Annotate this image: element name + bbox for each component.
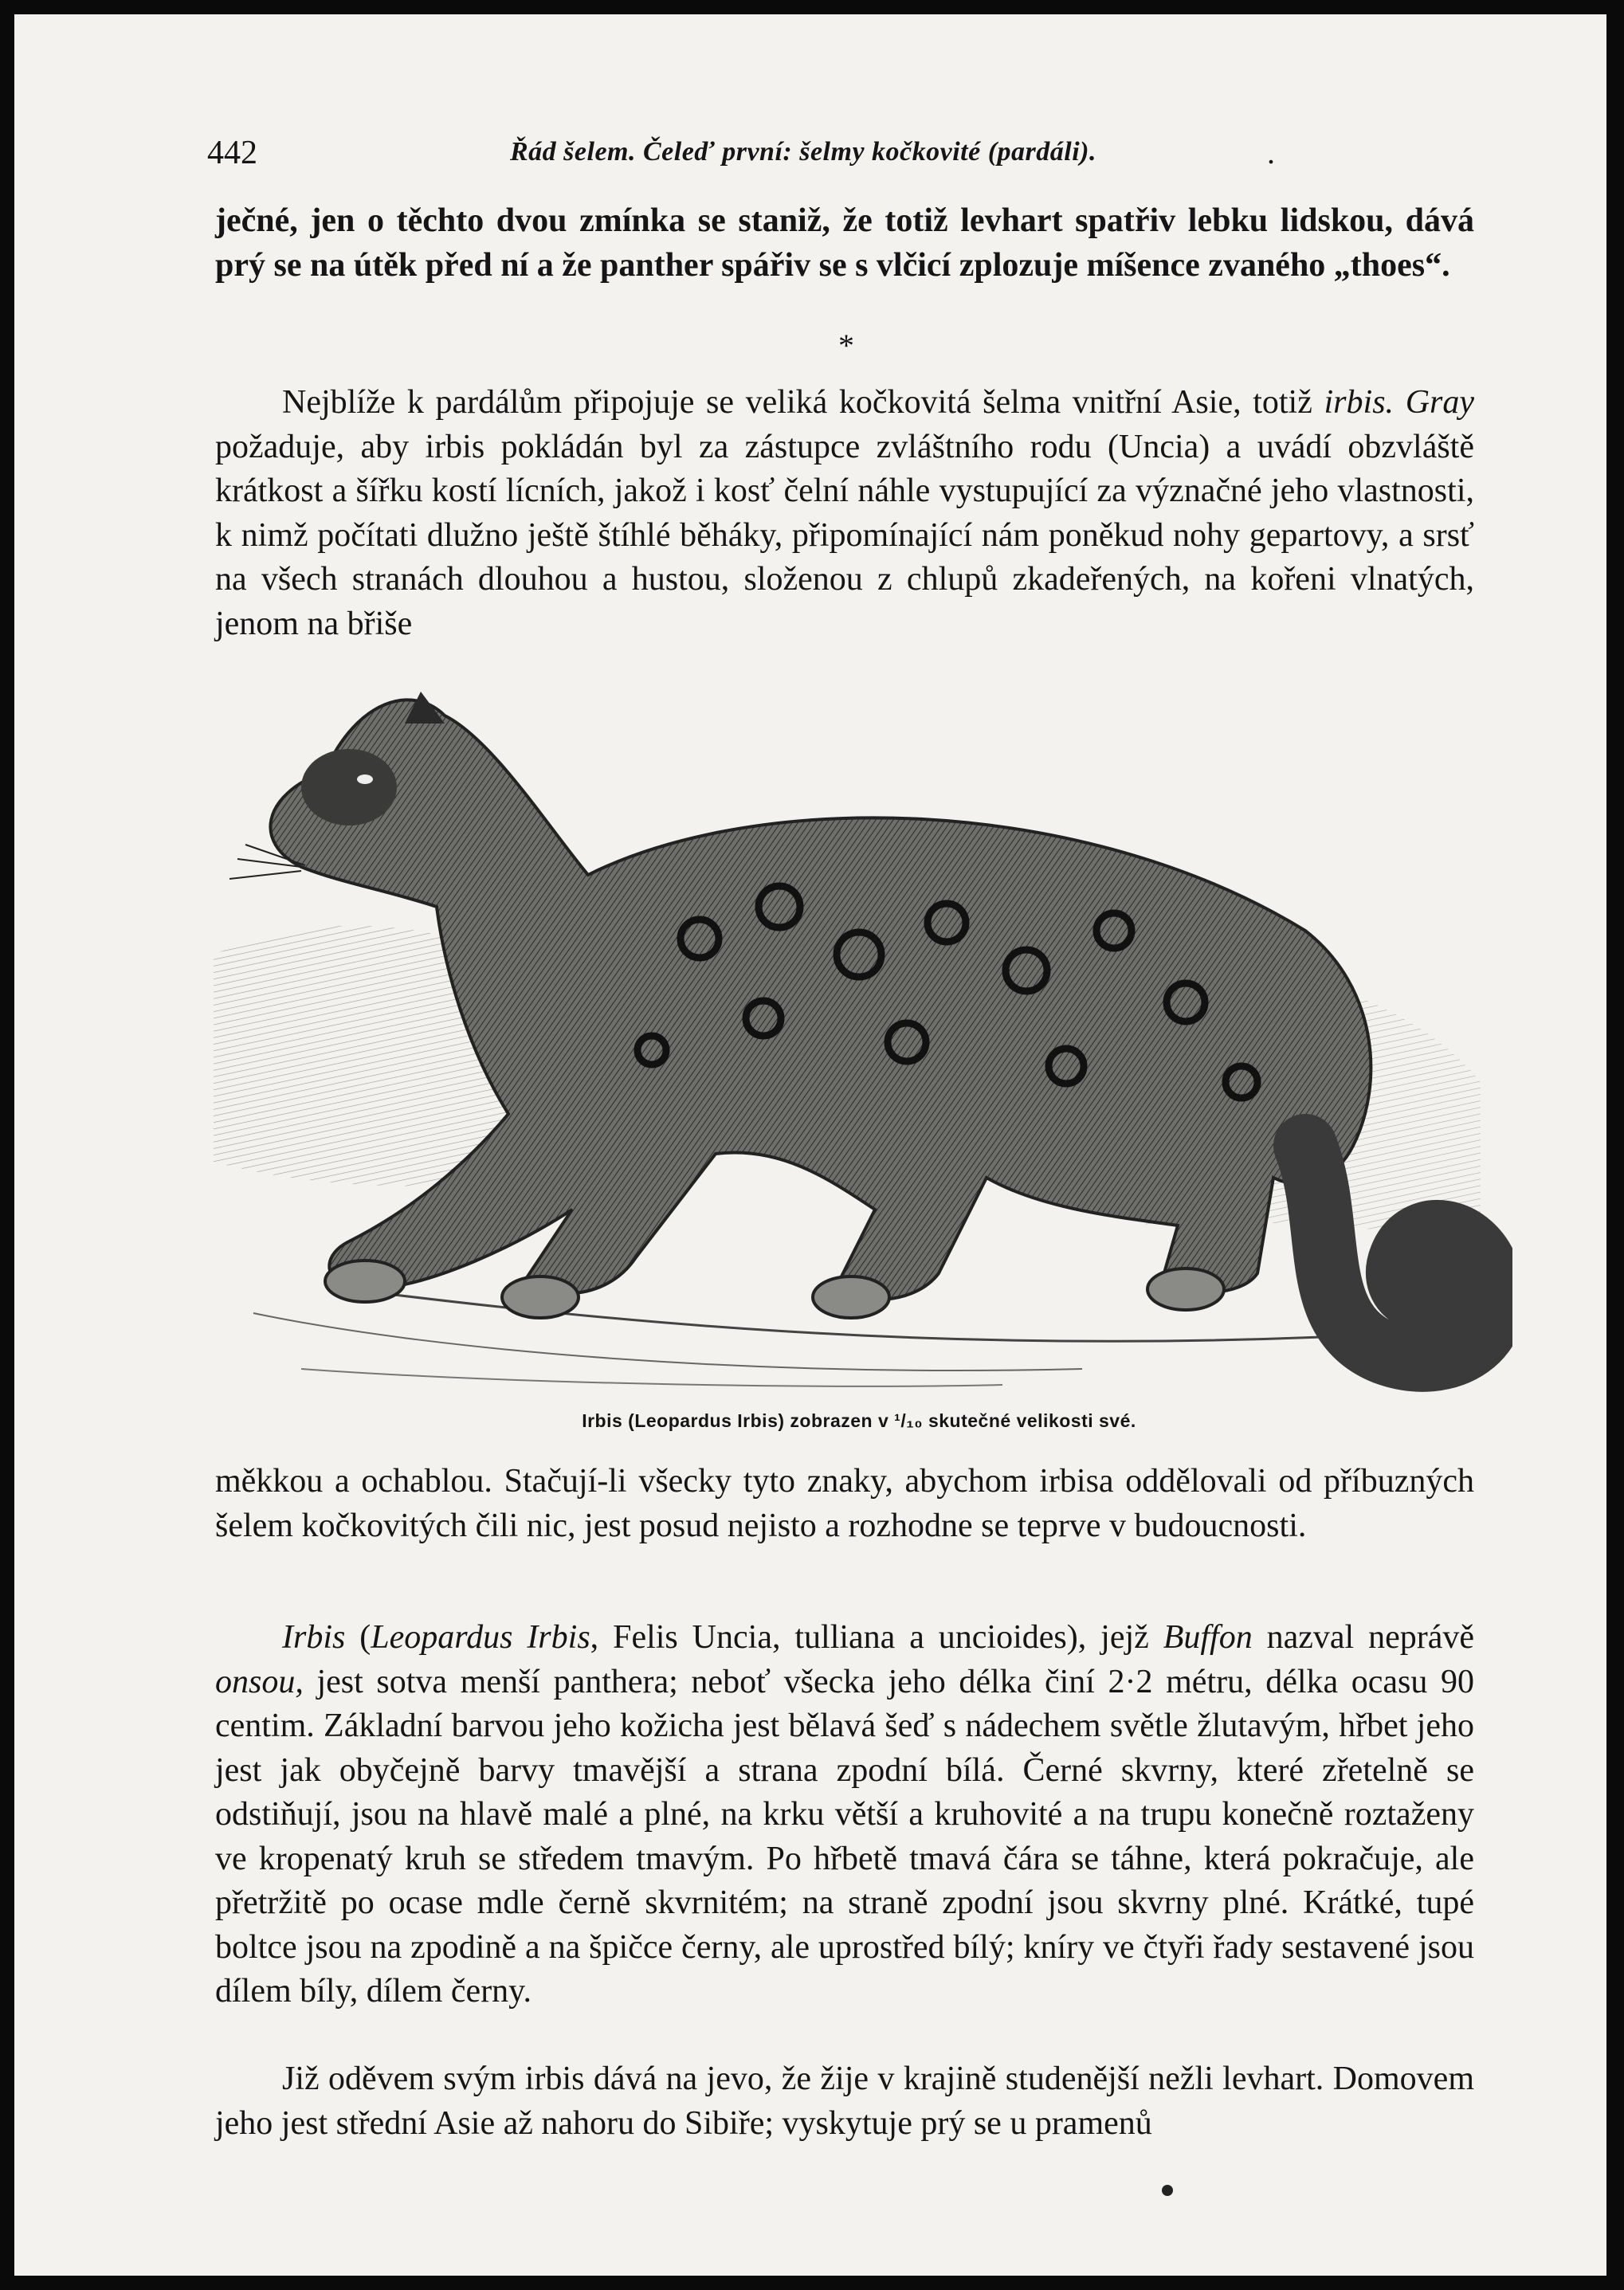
leopard-paws <box>325 1261 1224 1318</box>
paragraph-mid: , Felis Uncia, tulliana a uncioides), jejž <box>590 1619 1149 1656</box>
paragraph-continued <box>215 199 1474 288</box>
author-gray: Gray <box>1405 384 1475 421</box>
paragraph-text: Již oděvem svým irbis dává na jevo, že žije v krajině studenější nežli levhart. Domovem jeho jest střední Asie až nahoru do Sibiře; vyskytuje prý se u pramenů <box>215 2061 1474 2142</box>
term-onsou: onsou, <box>215 1663 304 1700</box>
page-header <box>207 134 1283 182</box>
figure-caption: Irbis (Leopardus Irbis) zobrazen v ¹/₁₀ skutečné velikosti své. <box>582 1410 1136 1431</box>
header-marker: . <box>1267 135 1275 171</box>
paragraph-irbis-intro <box>215 381 1474 646</box>
running-title: Řád šelem. Čeleď první: šelmy kočkovité (pardáli). <box>510 137 1096 167</box>
paragraph-text: ječné, jen o těchto dvou zmínka se staniž, že totiž levhart spatřiv lebku lidskou, dává prý se na útěk před ní a že panther spářiv se s vlčicí zplozuje míšence zvaného „thoes“. <box>215 202 1474 284</box>
paragraph-mid2: nazval neprávě <box>1266 1619 1475 1656</box>
section-separator: * <box>838 327 854 363</box>
term-irbis: Irbis <box>282 1619 346 1656</box>
page-number: 442 <box>207 135 257 171</box>
paragraph-distinction <box>215 1460 1474 1548</box>
author-buffon: Buffon <box>1163 1619 1253 1656</box>
book-page <box>14 14 1606 2276</box>
paren-open: ( <box>359 1619 371 1656</box>
term-irbis: irbis. <box>1324 384 1395 421</box>
paragraph-habitat <box>215 2057 1474 2146</box>
paragraph-description <box>215 1616 1474 2014</box>
page-bullet <box>1162 2185 1173 2196</box>
latin-name: Leopardus Irbis <box>371 1619 590 1656</box>
paragraph-text: měkkou a ochablou. Stačují-li všecky tyto znaky, abychom irbisa oddělovali od příbuzných šelem kočkovitých čili nic, jest posud nejisto a rozhodne se teprve v budoucnosti. <box>215 1463 1474 1544</box>
paragraph-rest: požaduje, aby irbis pokládán byl za zástupce zvláštního rodu (Uncia) a uvádí obzvláště krátkost a šířku kostí lícních, jakož i kosť čelní náhle vystupující za význačné jeho vlastnosti, k nimž počítati dlužno ještě štíhlé běháky, připomínající nám poněkud nohy gepartovy, a srsť na všech stranách dlouhou a hustou, složenou z chlupů zkadeřených, na kořeni vlnatých, jenom na břiše <box>215 428 1474 642</box>
paragraph-lead: Nejblíže k pardálům připojuje se veliká kočkovitá šelma vnitřní Asie, totiž <box>282 384 1312 421</box>
snow-leopard-illustration <box>206 668 1512 1401</box>
paragraph-rest: jest sotva menší panthera; neboť všecka jeho délka činí 2·2 métru, délka ocasu 90 centim. Základní barvou jeho kožicha jest bělavá šeď s nádechem světle žlutavým, hřbet jeho jest jak obyčejně barvy tmavější a strana zpodní bílá. Černé skvrny, které zřetelně se odstiňují, jsou na hlavě malé a plné, na krku větší a kruhovité a na trupu konečně roztaženy ve kropenatý kruh se středem tmavým. Po hřbetě tmavá čára se táhne, která pokračuje, ale přetržitě po ocase mdle černě skvrnitém; na straně zpodní jsou skvrny plné. Krátké, tupé boltce jsou na zpodině a na špičce černy, ale uprostřed bílý; kníry ve čtyři řady sestavené jsou dílem bíly, dílem černy. <box>215 1663 1475 2010</box>
